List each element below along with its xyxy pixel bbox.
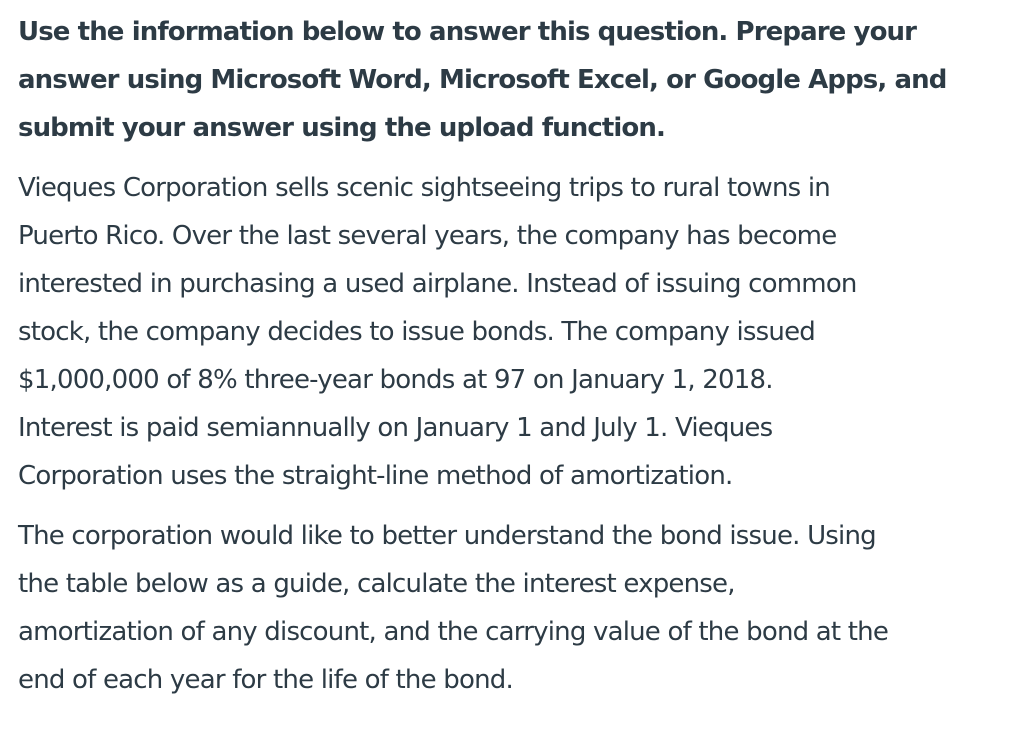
scenario-line: Interest is paid semiannually on January 1 and July 1. Vieques [18,413,773,443]
instructions-line: submit your answer using the upload function. [18,113,665,143]
instructions-line: answer using Microsoft Word, Microsoft Excel, or Google Apps, and [18,65,947,95]
task-line: end of each year for the life of the bond. [18,665,513,695]
task-paragraph [18,512,1018,704]
instructions-paragraph [18,8,1018,152]
task-line: The corporation would like to better understand the bond issue. Using [18,521,876,551]
scenario-line: Corporation uses the straight-line method of amortization. [18,461,733,491]
scenario-line: $1,000,000 of 8% three-year bonds at 97 on January 1, 2018. [18,365,773,395]
task-line: amortization of any discount, and the carrying value of the bond at the [18,617,889,647]
instructions-line: Use the information below to answer this question. Prepare your [18,17,917,47]
scenario-line: Puerto Rico. Over the last several years, the company has become [18,221,837,251]
scenario-line: Vieques Corporation sells scenic sightseeing trips to rural towns in [18,173,830,203]
scenario-line: stock, the company decides to issue bonds. The company issued [18,317,815,347]
scenario-line: interested in purchasing a used airplane. Instead of issuing common [18,269,857,299]
task-line: the table below as a guide, calculate the interest expense, [18,569,735,599]
scenario-paragraph [18,164,1018,500]
